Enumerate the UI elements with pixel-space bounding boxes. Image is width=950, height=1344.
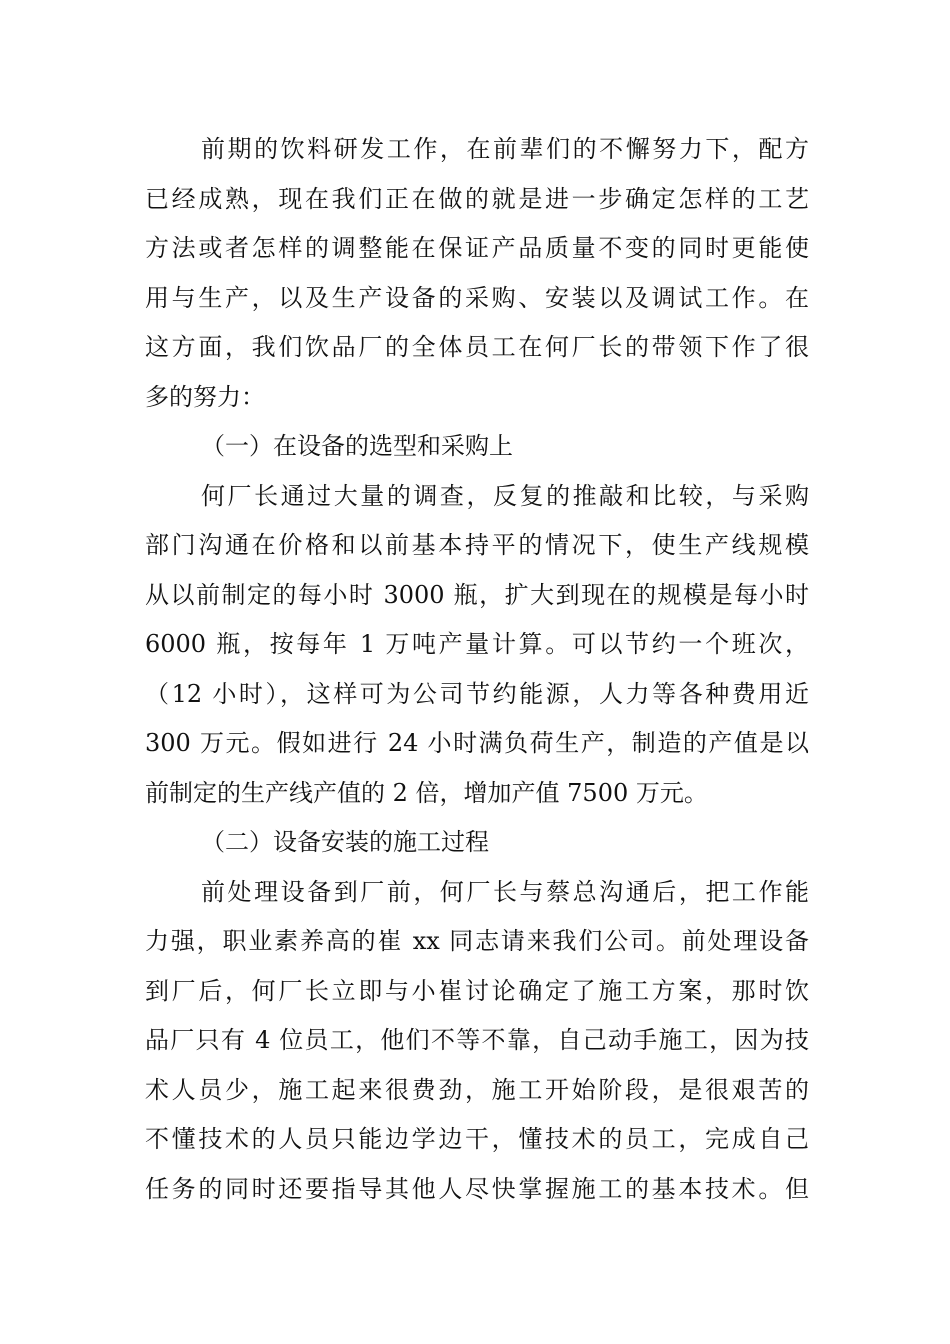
text-line: 任务的同时还要指导其他人尽快掌握施工的基本技术。但 (145, 1174, 809, 1203)
text-line: 前处理设备到厂前，何厂长与蔡总沟通后，把工作能 (201, 877, 809, 906)
text-line: 何厂长通过大量的调查，反复的推敲和比较，与采购 (201, 481, 809, 510)
text-line: 从以前制定的每小时 3000 瓶，扩大到现在的规模是每小时 (145, 580, 809, 609)
text-line: 这方面，我们饮品厂的全体员工在何厂长的带领下作了很 (145, 333, 809, 361)
text-line: 前制定的生产线产值的 2 倍，增加产值 7500 万元。 (145, 778, 708, 807)
text-line: 品厂只有 4 位员工，他们不等不靠，自己动手施工，因为技 (145, 1026, 809, 1054)
text-line: 6000 瓶，按每年 1 万吨产量计算。可以节约一个班次， (145, 630, 809, 658)
text-line: 方法或者怎样的调整能在保证产品质量不变的同时更能使 (145, 234, 809, 262)
text-line: 300 万元。假如进行 24 小时满负荷生产，制造的产值是以 (145, 729, 809, 757)
text-line: 已经成熟，现在我们正在做的就是进一步确定怎样的工艺 (145, 184, 809, 213)
document-body (145, 125, 809, 1214)
text-line: 到厂后，何厂长立即与小崔讨论确定了施工方案，那时饮 (145, 976, 809, 1005)
text-line: 不懂技术的人员只能边学边干，懂技术的员工，完成自己 (145, 1125, 809, 1153)
text-line: 前期的饮料研发工作，在前辈们的不懈努力下，配方 (201, 135, 809, 163)
text-line: 术人员少，施工起来很费劲，施工开始阶段，是很艰苦的 (145, 1075, 809, 1104)
text-line: 力强，职业素养高的崔 xx 同志请来我们公司。前处理设备 (145, 927, 809, 955)
text-line: 部门沟通在价格和以前基本持平的情况下，使生产线规模 (145, 531, 809, 559)
text-line: （12 小时），这样可为公司节约能源，人力等各种费用近 (145, 679, 809, 708)
text-line: 用与生产，以及生产设备的采购、安装以及调试工作。在 (145, 283, 809, 312)
text-line: （二）设备安装的施工过程 (201, 828, 489, 856)
text-line: 多的努力： (145, 382, 265, 411)
text-line: （一）在设备的选型和采购上 (201, 432, 513, 460)
